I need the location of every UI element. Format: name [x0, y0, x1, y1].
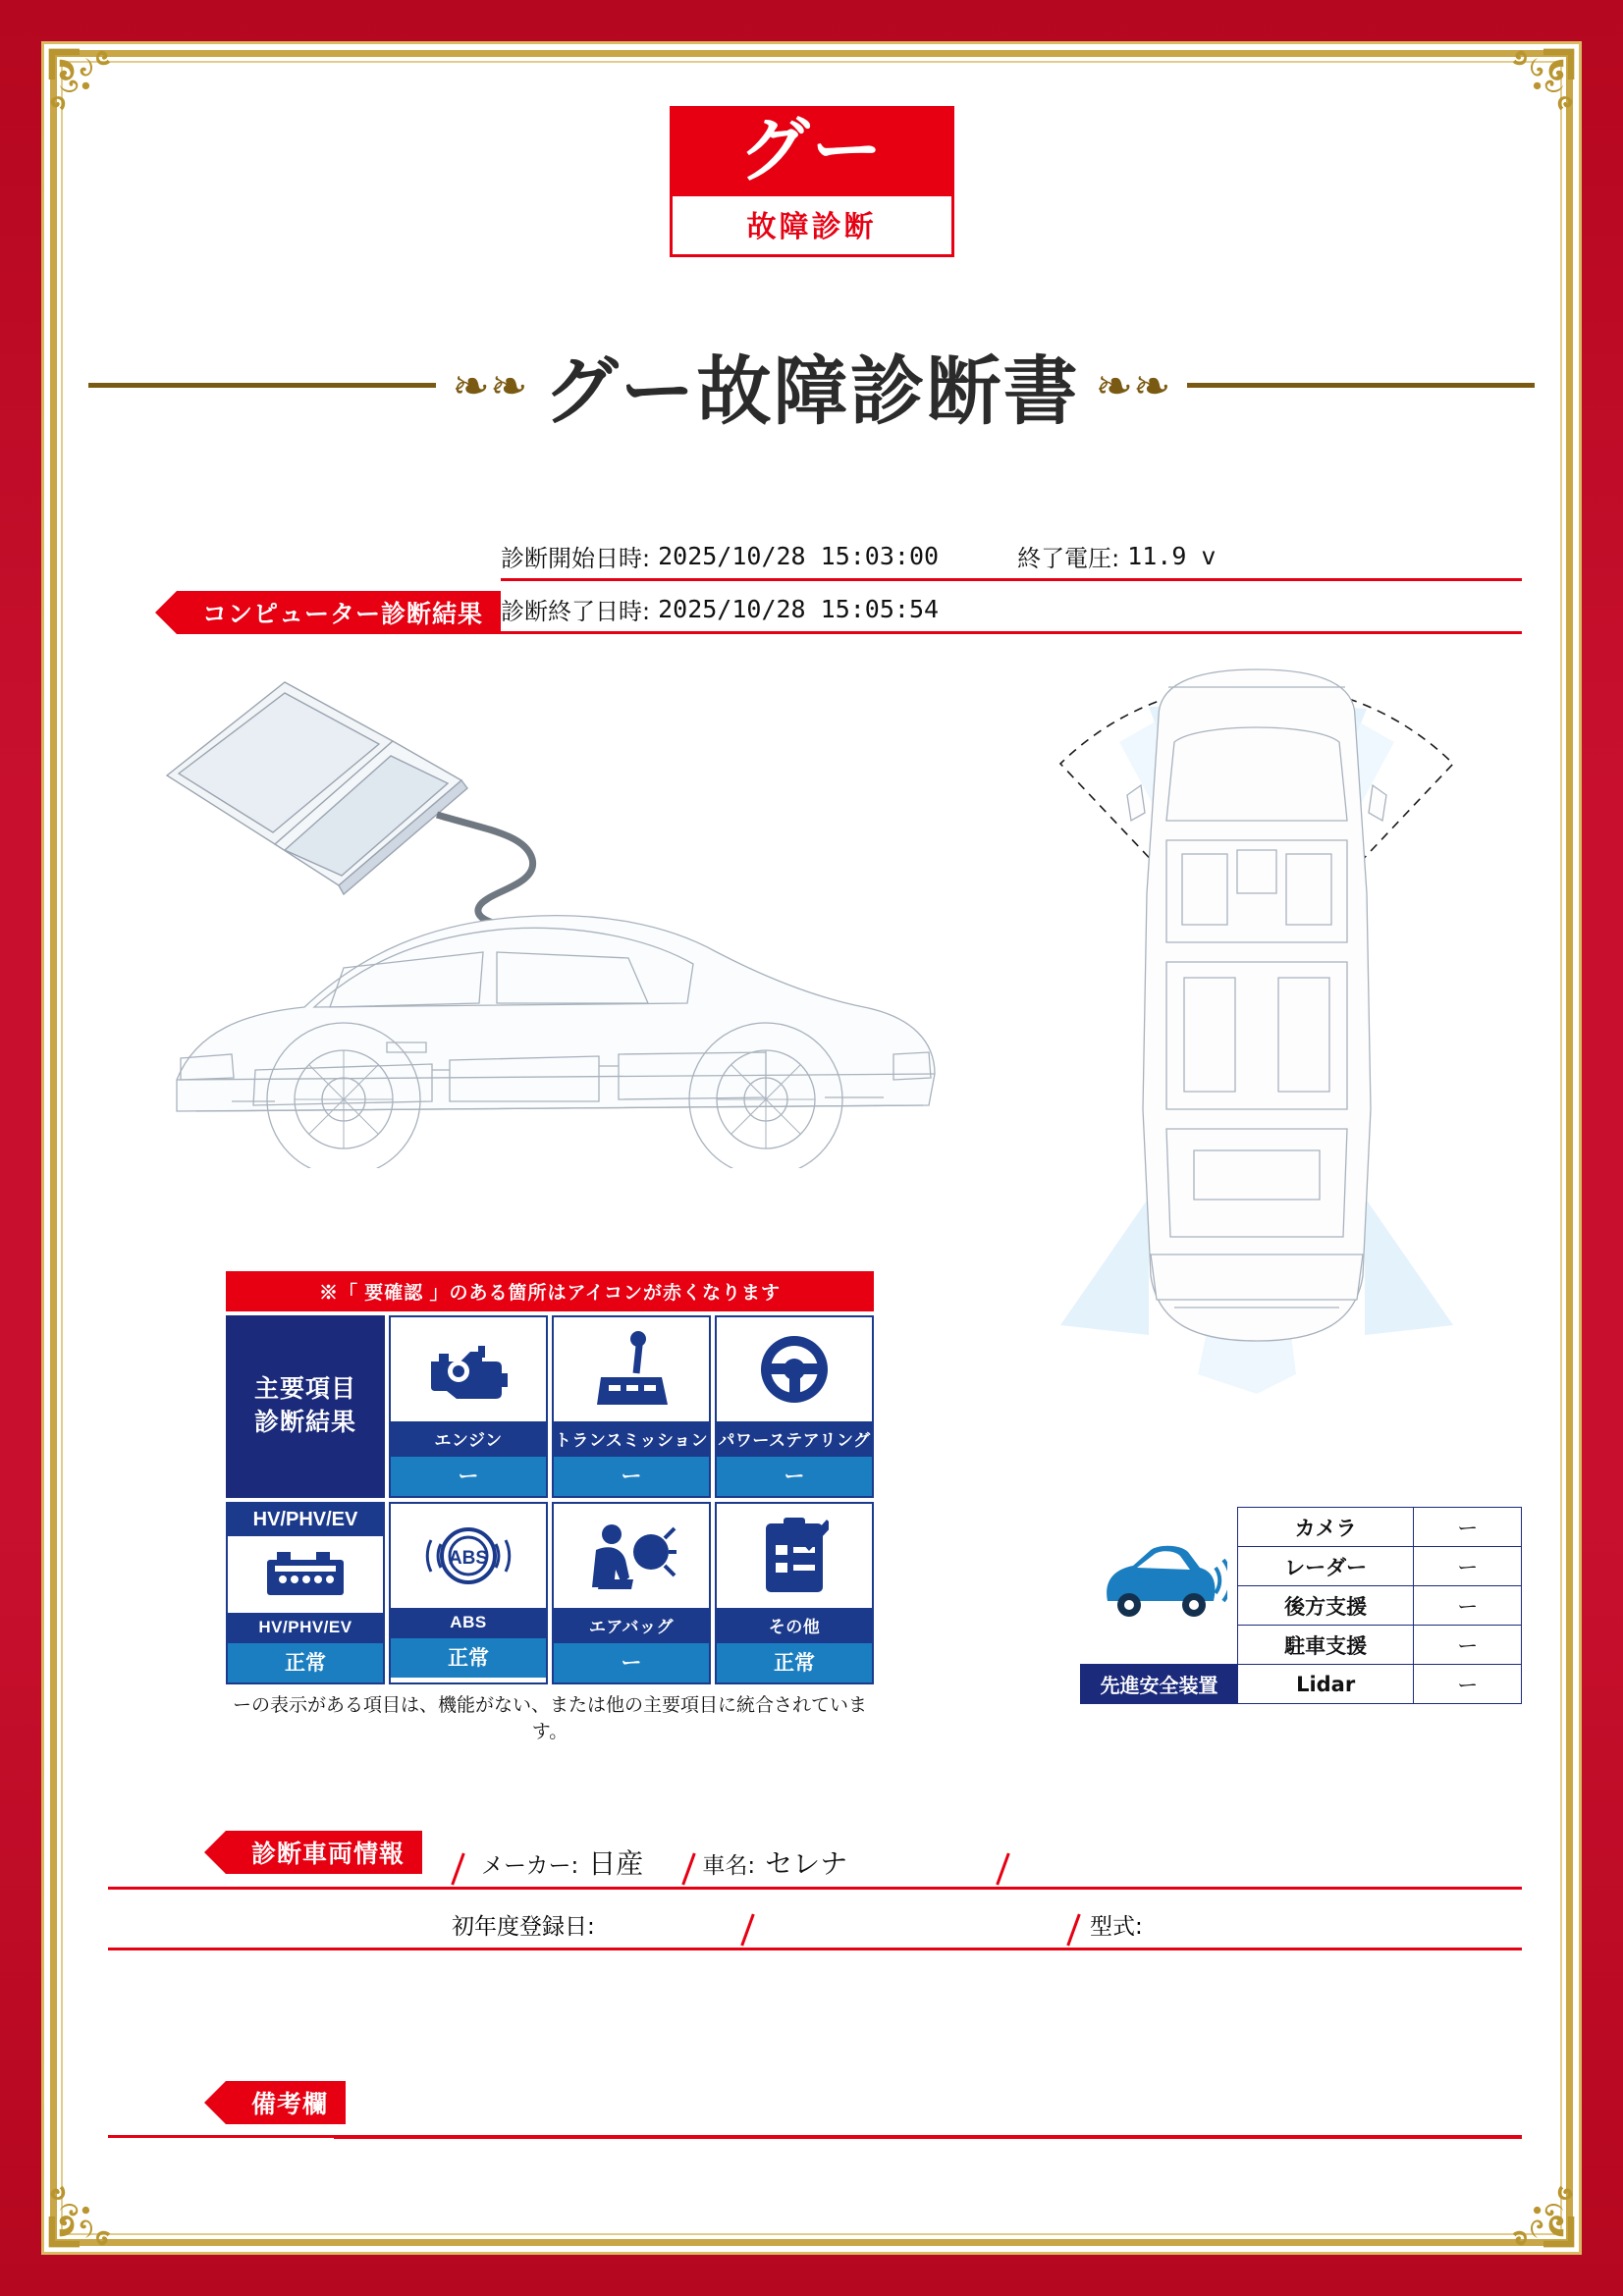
panel-title-line2: 診断結果: [253, 1409, 356, 1436]
item-transmission[interactable]: [552, 1315, 711, 1498]
adas-row-value: ー: [1414, 1586, 1522, 1626]
item-power-steering[interactable]: [715, 1315, 874, 1498]
item-abs[interactable]: [389, 1502, 548, 1684]
computer-diagnosis-flag: コンピューター診断結果: [177, 591, 501, 634]
vehicle-info-line2: [108, 1890, 1522, 1950]
ornament-right-icon: ❧❧: [1095, 359, 1171, 411]
diagnosis-start-row: [501, 530, 1522, 581]
item-abs-status: 正常: [391, 1638, 546, 1678]
panel-title-cell: [226, 1315, 385, 1498]
svg-text:ABS: ABS: [448, 1548, 489, 1569]
item-airbag[interactable]: [552, 1502, 711, 1684]
item-abs-label: ABS: [391, 1608, 546, 1638]
item-transmission-status: ー: [554, 1457, 709, 1496]
brand-logo: [670, 106, 954, 257]
adas-row-name: Lidar: [1237, 1665, 1413, 1704]
type-label: 型式:: [1090, 1914, 1143, 1940]
item-airbag-status: ー: [554, 1643, 709, 1682]
topview-car-sensors-illustration: [1001, 648, 1512, 1394]
remarks-flag: 備考欄: [226, 2081, 346, 2124]
item-hv-label: HV/PHV/EV: [228, 1613, 383, 1643]
item-engine-label: エンジン: [391, 1421, 546, 1457]
item-other[interactable]: [715, 1502, 874, 1684]
page-title-text: グー故障診断書: [543, 347, 1080, 435]
ornament-left-icon: ❧❧: [452, 359, 528, 411]
panel-note: ※「 要確認 」のある箇所はアイコンが赤くなります: [226, 1271, 874, 1311]
item-hv-header: HV/PHV/EV: [228, 1504, 383, 1536]
adas-row-name: 後方支援: [1237, 1586, 1413, 1626]
adas-row-value: ー: [1414, 1626, 1522, 1665]
divider: [740, 1914, 754, 1947]
adas-row-value: ー: [1414, 1508, 1522, 1547]
vehicle-info-flag: 診断車両情報: [226, 1831, 422, 1874]
engine-icon: [391, 1317, 546, 1421]
maker-value: 日産: [588, 1847, 644, 1880]
illustration-area: [88, 658, 1535, 1266]
rule: [501, 578, 1522, 581]
maker-label: メーカー:: [481, 1853, 579, 1879]
page-title: [88, 332, 1535, 439]
document-content: [88, 69, 1535, 2228]
clipboard-icon: [717, 1504, 872, 1608]
item-power-steering-status: ー: [717, 1457, 872, 1496]
vehicle-info-section: [108, 1831, 1522, 1950]
logo-main-text: グー: [670, 106, 954, 196]
divider: [451, 1853, 464, 1886]
item-hv-status: 正常: [228, 1643, 383, 1682]
diagnosis-end-row: [501, 583, 1522, 634]
item-engine[interactable]: [389, 1315, 548, 1498]
adas-row-name: カメラ: [1237, 1508, 1413, 1547]
adas-row-value: ー: [1414, 1547, 1522, 1586]
main-items-panel: [226, 1271, 874, 1743]
computer-diagnosis-header: [108, 530, 1522, 634]
adas-table: [1080, 1507, 1522, 1704]
table-row: [1081, 1665, 1522, 1704]
remarks-section: [108, 2081, 1522, 2138]
divider: [1066, 1914, 1080, 1947]
transmission-icon: [554, 1317, 709, 1421]
divider: [996, 1853, 1009, 1886]
item-power-steering-label: パワーステアリング: [717, 1421, 872, 1457]
adas-row-value: ー: [1414, 1665, 1522, 1704]
item-other-status: 正常: [717, 1643, 872, 1682]
panel-title-line1: 主要項目: [253, 1375, 356, 1404]
car-icon: [1081, 1508, 1238, 1665]
item-hv-phv-ev[interactable]: [226, 1502, 385, 1684]
table-row: [1081, 1508, 1522, 1547]
model-label: 車名:: [702, 1853, 756, 1879]
rule: [334, 2136, 1522, 2139]
adas-header-label: 先進安全装置: [1081, 1665, 1238, 1704]
steering-icon: [717, 1317, 872, 1421]
diagnosis-end-label: 診断終了日時:: [501, 597, 651, 625]
diagnosis-end-value: 2025/10/28 15:05:54: [658, 594, 940, 623]
rule: [108, 1948, 1522, 1950]
model-value: セレナ: [765, 1847, 848, 1880]
diagnosis-start-value: 2025/10/28 15:03:00: [658, 541, 940, 570]
adas-row-name: 駐車支援: [1237, 1626, 1413, 1665]
adas-row-name: レーダー: [1237, 1547, 1413, 1586]
logo-sub-text: 故障診断: [670, 196, 954, 257]
panel-footnote: ーの表示がある項目は、機能がない、または他の主要項目に統合されています。: [232, 1694, 867, 1742]
item-other-label: その他: [717, 1608, 872, 1643]
remarks-line: [108, 2081, 1522, 2138]
laptop-and-car-illustration: [137, 658, 982, 1168]
title-rule-right: [1187, 383, 1535, 388]
first-reg-label: 初年度登録日:: [452, 1914, 595, 1940]
item-airbag-label: エアバッグ: [554, 1608, 709, 1643]
airbag-icon: [554, 1504, 709, 1608]
end-voltage-value: 11.9 v: [1127, 541, 1217, 570]
battery-icon: [228, 1536, 383, 1613]
item-transmission-label: トランスミッション: [554, 1421, 709, 1457]
title-rule-left: [88, 383, 436, 388]
vehicle-info-line1: [108, 1831, 1522, 1890]
rule: [501, 631, 1522, 634]
main-items-grid: [226, 1315, 874, 1684]
item-engine-status: ー: [391, 1457, 546, 1496]
diagnosis-start-label: 診断開始日時:: [501, 544, 651, 572]
abs-icon: [391, 1504, 546, 1608]
end-voltage-label: 終了電圧:: [1017, 544, 1120, 572]
